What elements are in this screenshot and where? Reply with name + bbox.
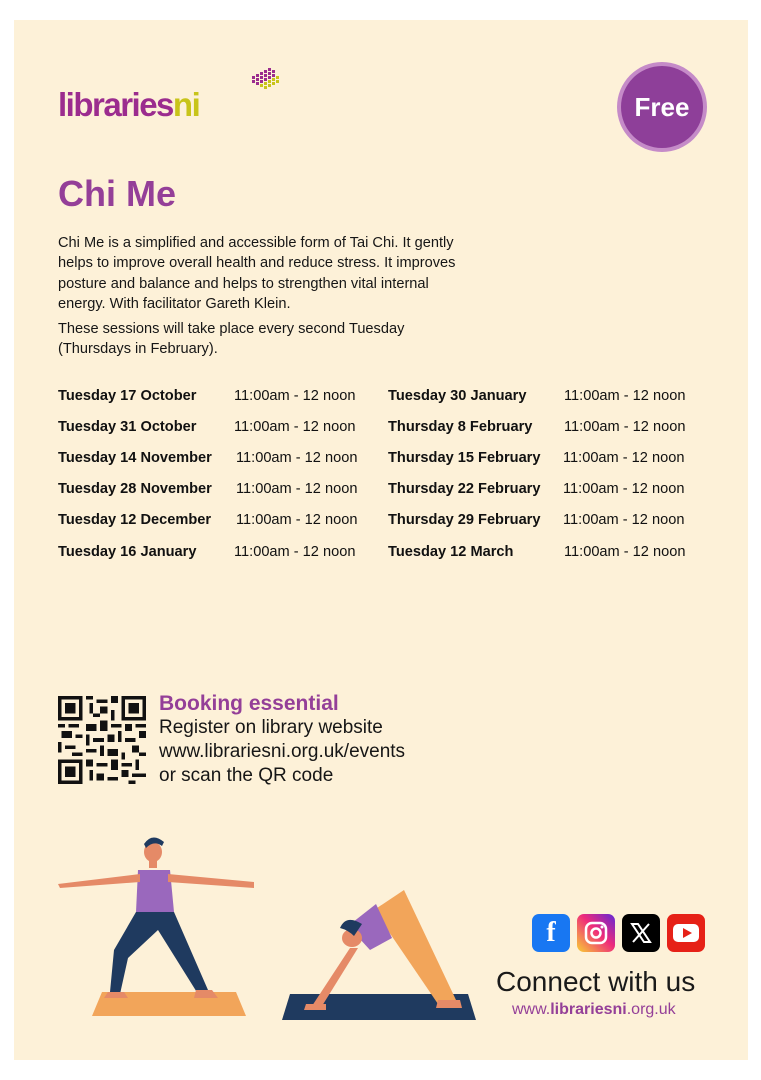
website-url[interactable] xyxy=(512,1001,676,1019)
booking-title: Booking essential xyxy=(159,692,339,715)
session-time: 11:00am - 12 noon xyxy=(564,388,686,404)
session-day: Tuesday 14 November xyxy=(58,450,212,466)
session-day: Thursday 29 February xyxy=(388,512,541,528)
yoga-illustration xyxy=(58,830,498,1030)
session-day: Thursday 15 February xyxy=(388,450,541,466)
session-time: 11:00am - 12 noon xyxy=(236,481,358,497)
event-description: Chi Me is a simplified and accessible form of Tai Chi. It gently helps to improve overall health and reduce stress. It improves posture and balance and helps to strengthen vital internal energy. With facilitator Gareth Klein. xyxy=(58,235,456,312)
session-time: 11:00am - 12 noon xyxy=(563,481,685,497)
url-bold: librariesni xyxy=(550,1001,627,1018)
session-day: Tuesday 28 November xyxy=(58,481,212,497)
url-prefix: www. xyxy=(512,1001,551,1018)
booking-line-register: Register on library website xyxy=(159,717,383,738)
downward-dog-figure xyxy=(304,890,462,1010)
session-day: Tuesday 17 October xyxy=(58,388,197,404)
book-icon xyxy=(250,68,280,96)
session-time: 11:00am - 12 noon xyxy=(236,450,358,466)
youtube-icon[interactable] xyxy=(667,914,705,952)
qr-code[interactable] xyxy=(58,696,146,784)
session-time: 11:00am - 12 noon xyxy=(236,512,358,528)
session-day: Tuesday 31 October xyxy=(58,419,197,435)
logo-text-accent: ni xyxy=(172,86,200,123)
instagram-icon[interactable] xyxy=(577,914,615,952)
x-icon[interactable] xyxy=(622,914,660,952)
session-time: 11:00am - 12 noon xyxy=(563,450,685,466)
session-time: 11:00am - 12 noon xyxy=(234,544,356,560)
session-day: Thursday 22 February xyxy=(388,481,541,497)
session-time: 11:00am - 12 noon xyxy=(234,419,356,435)
free-badge: Free xyxy=(621,66,703,148)
social-icons xyxy=(532,914,705,952)
libraries-ni-logo[interactable] xyxy=(58,68,288,148)
session-day: Tuesday 16 January xyxy=(58,544,197,560)
url-suffix: .org.uk xyxy=(626,1001,676,1018)
connect-heading: Connect with us xyxy=(496,966,696,997)
booking-line-qr: or scan the QR code xyxy=(159,765,334,786)
session-time: 11:00am - 12 noon xyxy=(564,419,686,435)
logo-text-main: libraries xyxy=(58,86,173,123)
session-day: Tuesday 30 January xyxy=(388,388,527,404)
poster xyxy=(14,20,748,1060)
schedule-note: These sessions will take place every second Tuesday (Thursdays in February). xyxy=(58,321,405,358)
event-title: Chi Me xyxy=(58,173,177,214)
session-schedule xyxy=(58,388,718,588)
session-time: 11:00am - 12 noon xyxy=(563,512,685,528)
session-time: 11:00am - 12 noon xyxy=(564,544,686,560)
session-day: Tuesday 12 December xyxy=(58,512,212,528)
session-day: Thursday 8 February xyxy=(388,419,533,435)
session-day: Tuesday 12 March xyxy=(388,544,514,560)
logo-wordmark xyxy=(58,86,199,124)
facebook-icon[interactable]: f xyxy=(532,914,570,952)
booking-url[interactable]: www.librariesni.org.uk/events xyxy=(159,741,406,762)
session-time: 11:00am - 12 noon xyxy=(234,388,356,404)
warrior-pose-figure xyxy=(58,837,254,998)
